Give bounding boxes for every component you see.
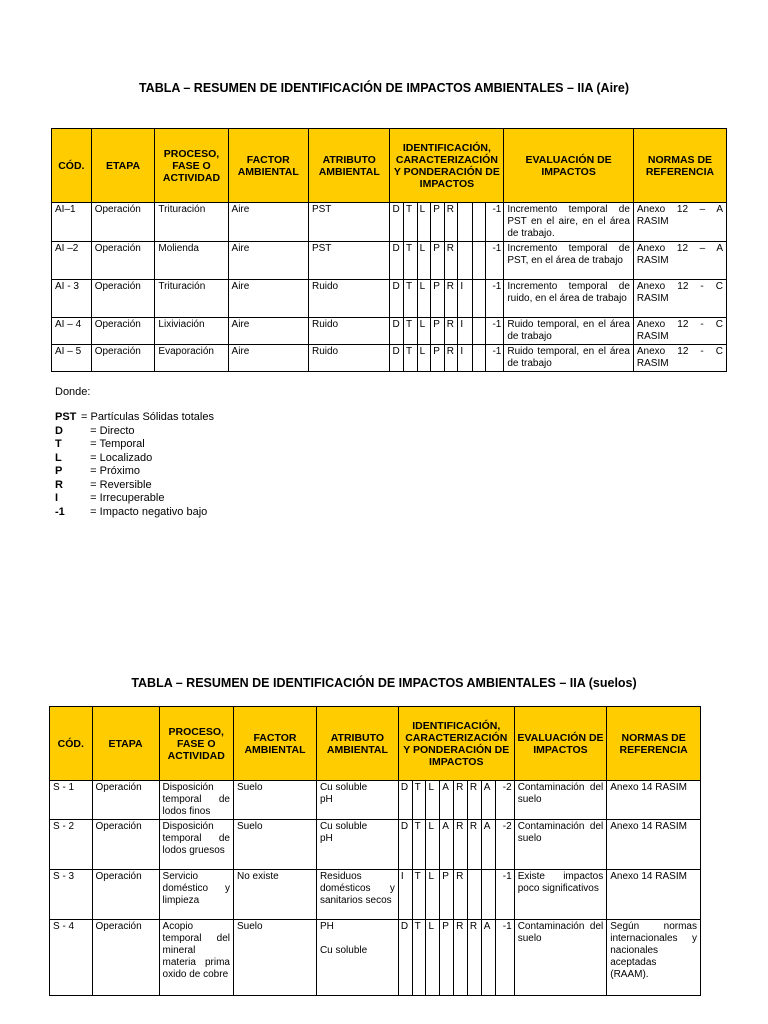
table-header-row <box>50 707 701 781</box>
etapa-cell: Operación <box>91 203 155 242</box>
evaluacion-cell: Contaminación del suelo <box>514 781 607 820</box>
classification-cell: P <box>440 870 454 920</box>
cod-cell: AI – 4 <box>52 318 92 345</box>
norma-cell: Anexo 14 RASIM <box>607 781 701 820</box>
classification-cell: I <box>458 345 473 372</box>
classification-cell: A <box>481 820 495 870</box>
classification-cell: A <box>440 820 454 870</box>
header-evaluacion: EVALUACIÓN DE IMPACTOS <box>504 129 634 203</box>
atributo-cell: Cu soluble pH <box>316 781 398 820</box>
header-atributo: ATRIBUTO AMBIENTAL <box>316 707 398 781</box>
classification-cell: D <box>398 781 412 820</box>
classification-cell: D <box>390 242 404 280</box>
classification-cell: -1 <box>495 870 514 920</box>
classification-cell <box>481 870 495 920</box>
classification-cell: T <box>404 280 418 318</box>
legend-value: = Partículas Sólidas totales <box>81 411 214 423</box>
legend-key: L <box>55 451 62 464</box>
header-cod: CÓD. <box>50 707 93 781</box>
legend-key: P <box>55 465 63 477</box>
evaluacion-cell: Contaminación del suelo <box>514 920 607 996</box>
classification-cell: R <box>444 280 458 318</box>
etapa-cell: Operación <box>92 870 159 920</box>
proceso-cell: Trituración <box>155 280 228 318</box>
header-etapa: ETAPA <box>92 707 159 781</box>
factor-cell: Aire <box>228 345 308 372</box>
legend-key: I <box>55 492 59 504</box>
legend-value: = Próximo <box>81 465 140 477</box>
classification-cell: P <box>431 203 445 242</box>
table-row <box>52 203 727 242</box>
legend-item <box>55 411 214 425</box>
classification-cell: -1 <box>485 318 504 345</box>
legend-key: T <box>55 438 62 450</box>
atributo-cell: Cu soluble pH <box>316 820 398 870</box>
factor-cell: Aire <box>228 318 308 345</box>
norma-cell: Anexo 12 - C RASIM <box>633 318 726 345</box>
proceso-cell: Lixiviación <box>155 318 228 345</box>
classification-cell <box>472 242 485 280</box>
header-identificacion: IDENTIFICACIÓN, CARACTERIZACIÓN Y PONDERACIÓN DE IMPACTOS <box>390 129 504 203</box>
classification-cell: -1 <box>485 242 504 280</box>
table-row <box>50 920 701 996</box>
table-row <box>50 781 701 820</box>
atributo-cell: PH Cu soluble <box>316 920 398 996</box>
classification-cell: A <box>481 920 495 996</box>
factor-cell: No existe <box>233 870 316 920</box>
evaluacion-cell: Incremento temporal de PST, en el área de trabajo <box>504 242 634 280</box>
classification-cell: D <box>398 820 412 870</box>
norma-cell: Anexo 12 – A RASIM <box>633 203 726 242</box>
classification-cell: D <box>390 318 404 345</box>
cod-cell: S - 3 <box>50 870 93 920</box>
header-proceso: PROCESO, FASE O ACTIVIDAD <box>155 129 228 203</box>
legend-item <box>55 452 214 466</box>
classification-cell: R <box>454 820 468 870</box>
proceso-cell: Trituración <box>155 203 228 242</box>
classification-cell: P <box>440 920 454 996</box>
classification-cell <box>472 345 485 372</box>
evaluacion-cell: Incremento temporal de ruido, en el área de trabajo <box>504 280 634 318</box>
legend-key: R <box>55 478 63 491</box>
cod-cell: AI–1 <box>52 203 92 242</box>
classification-cell <box>467 870 481 920</box>
header-identificacion: IDENTIFICACIÓN, CARACTERIZACIÓN Y PONDERACIÓN DE IMPACTOS <box>398 707 514 781</box>
etapa-cell: Operación <box>92 820 159 870</box>
table-row <box>52 242 727 280</box>
classification-cell: I <box>458 280 473 318</box>
classification-cell: -1 <box>485 345 504 372</box>
header-cod: CÓD. <box>52 129 92 203</box>
classification-cell: R <box>467 820 481 870</box>
legend-item <box>55 506 214 520</box>
factor-cell: Aire <box>228 203 308 242</box>
factor-cell: Suelo <box>233 820 316 870</box>
classification-cell: T <box>412 820 426 870</box>
classification-cell: R <box>454 781 468 820</box>
evaluacion-cell: Ruido temporal, en el área de trabajo <box>504 345 634 372</box>
classification-cell: A <box>440 781 454 820</box>
classification-cell: P <box>431 318 445 345</box>
etapa-cell: Operación <box>92 781 159 820</box>
classification-cell: L <box>426 781 440 820</box>
classification-cell <box>472 318 485 345</box>
classification-cell <box>472 203 485 242</box>
classification-cell: R <box>444 203 458 242</box>
header-factor: FACTOR AMBIENTAL <box>228 129 308 203</box>
classification-cell: P <box>431 242 445 280</box>
factor-cell: Suelo <box>233 920 316 996</box>
classification-cell: -1 <box>495 920 514 996</box>
evaluacion-cell: Existe impactos poco significativos <box>514 870 607 920</box>
classification-cell: L <box>417 242 431 280</box>
atributo-cell: PST <box>308 203 389 242</box>
legend-key: -1 <box>55 505 65 518</box>
norma-cell: Anexo 14 RASIM <box>607 820 701 870</box>
air-impacts-table <box>51 128 727 372</box>
classification-cell: D <box>398 920 412 996</box>
legend <box>55 411 214 519</box>
soil-impacts-table <box>49 706 701 996</box>
header-atributo: ATRIBUTO AMBIENTAL <box>308 129 389 203</box>
classification-cell: L <box>426 920 440 996</box>
header-evaluacion: EVALUACIÓN DE IMPACTOS <box>514 707 607 781</box>
header-factor: FACTOR AMBIENTAL <box>233 707 316 781</box>
etapa-cell: Operación <box>91 280 155 318</box>
classification-cell: T <box>404 242 418 280</box>
proceso-cell: Disposición temporal de lodos gruesos <box>159 820 233 870</box>
table-row <box>52 280 727 318</box>
evaluacion-cell: Incremento temporal de PST en el aire, en el área de trabajo. <box>504 203 634 242</box>
proceso-cell: Evaporación <box>155 345 228 372</box>
legend-item <box>55 492 214 506</box>
classification-cell: R <box>454 920 468 996</box>
norma-cell: Según normas internacionales y nacionales aceptadas (RAAM). <box>607 920 701 996</box>
header-etapa: ETAPA <box>91 129 155 203</box>
atributo-cell: Ruido <box>308 345 389 372</box>
legend-key: PST <box>55 411 77 423</box>
classification-cell: L <box>417 280 431 318</box>
norma-cell: Anexo 12 - C RASIM <box>633 280 726 318</box>
classification-cell: R <box>444 242 458 280</box>
etapa-cell: Operación <box>91 345 155 372</box>
classification-cell: T <box>412 920 426 996</box>
factor-cell: Aire <box>228 280 308 318</box>
classification-cell: T <box>412 781 426 820</box>
atributo-cell: PST <box>308 242 389 280</box>
legend-value: = Reversible <box>81 478 152 491</box>
classification-cell: T <box>404 318 418 345</box>
classification-cell: R <box>467 781 481 820</box>
evaluacion-cell: Contaminación del suelo <box>514 820 607 870</box>
header-normas: NORMAS DE REFERENCIA <box>633 129 726 203</box>
legend-key: D <box>55 424 63 437</box>
table-row <box>50 870 701 920</box>
classification-cell <box>472 280 485 318</box>
classification-cell: -2 <box>495 820 514 870</box>
classification-cell <box>458 203 473 242</box>
etapa-cell: Operación <box>91 318 155 345</box>
classification-cell: I <box>458 318 473 345</box>
legend-value: = Temporal <box>81 438 145 450</box>
header-normas: NORMAS DE REFERENCIA <box>607 707 701 781</box>
factor-cell: Aire <box>228 242 308 280</box>
classification-cell: R <box>454 870 468 920</box>
cod-cell: AI –2 <box>52 242 92 280</box>
legend-value: = Irrecuperable <box>81 492 165 504</box>
table-header-row <box>52 129 727 203</box>
classification-cell: L <box>417 345 431 372</box>
classification-cell: A <box>481 781 495 820</box>
classification-cell: L <box>417 318 431 345</box>
legend-intro: Donde: <box>55 386 91 398</box>
classification-cell: T <box>404 203 418 242</box>
legend-value: = Localizado <box>81 451 153 464</box>
classification-cell: T <box>412 870 426 920</box>
classification-cell: R <box>467 920 481 996</box>
classification-cell: P <box>431 345 445 372</box>
evaluacion-cell: Ruido temporal, en el área de trabajo <box>504 318 634 345</box>
classification-cell: D <box>390 345 404 372</box>
classification-cell: P <box>431 280 445 318</box>
atributo-cell: Ruido <box>308 318 389 345</box>
cod-cell: AI - 3 <box>52 280 92 318</box>
norma-cell: Anexo 12 – A RASIM <box>633 242 726 280</box>
legend-item <box>55 479 214 493</box>
classification-cell: L <box>426 820 440 870</box>
legend-item <box>55 438 214 452</box>
header-proceso: PROCESO, FASE O ACTIVIDAD <box>159 707 233 781</box>
classification-cell: I <box>398 870 412 920</box>
classification-cell: R <box>444 345 458 372</box>
legend-item <box>55 425 214 439</box>
table-row <box>50 820 701 870</box>
atributo-cell: Ruido <box>308 280 389 318</box>
classification-cell: R <box>444 318 458 345</box>
classification-cell <box>458 242 473 280</box>
table2-title: TABLA – RESUMEN DE IDENTIFICACIÓN DE IMPACTOS AMBIENTALES – IIA (suelos) <box>131 676 637 690</box>
norma-cell: Anexo 12 - C RASIM <box>633 345 726 372</box>
proceso-cell: Servicio doméstico y limpieza <box>159 870 233 920</box>
proceso-cell: Molienda <box>155 242 228 280</box>
classification-cell: L <box>417 203 431 242</box>
legend-item <box>55 465 214 479</box>
factor-cell: Suelo <box>233 781 316 820</box>
table-row <box>52 318 727 345</box>
atributo-cell: Residuos domésticos y sanitarios secos <box>316 870 398 920</box>
classification-cell: D <box>390 203 404 242</box>
legend-value: = Directo <box>81 424 135 437</box>
classification-cell: T <box>404 345 418 372</box>
legend-value: = Impacto negativo bajo <box>81 505 208 518</box>
classification-cell: L <box>426 870 440 920</box>
classification-cell: D <box>390 280 404 318</box>
cod-cell: AI – 5 <box>52 345 92 372</box>
classification-cell: -2 <box>495 781 514 820</box>
cod-cell: S - 2 <box>50 820 93 870</box>
classification-cell: -1 <box>485 203 504 242</box>
norma-cell: Anexo 14 RASIM <box>607 870 701 920</box>
table1-title: TABLA – RESUMEN DE IDENTIFICACIÓN DE IMPACTOS AMBIENTALES – IIA (Aire) <box>138 81 630 95</box>
cod-cell: S - 4 <box>50 920 93 996</box>
table-row <box>52 345 727 372</box>
etapa-cell: Operación <box>91 242 155 280</box>
cod-cell: S - 1 <box>50 781 93 820</box>
classification-cell: -1 <box>485 280 504 318</box>
etapa-cell: Operación <box>92 920 159 996</box>
proceso-cell: Acopio temporal del mineral materia prima oxido de cobre <box>159 920 233 996</box>
proceso-cell: Disposición temporal de lodos finos <box>159 781 233 820</box>
